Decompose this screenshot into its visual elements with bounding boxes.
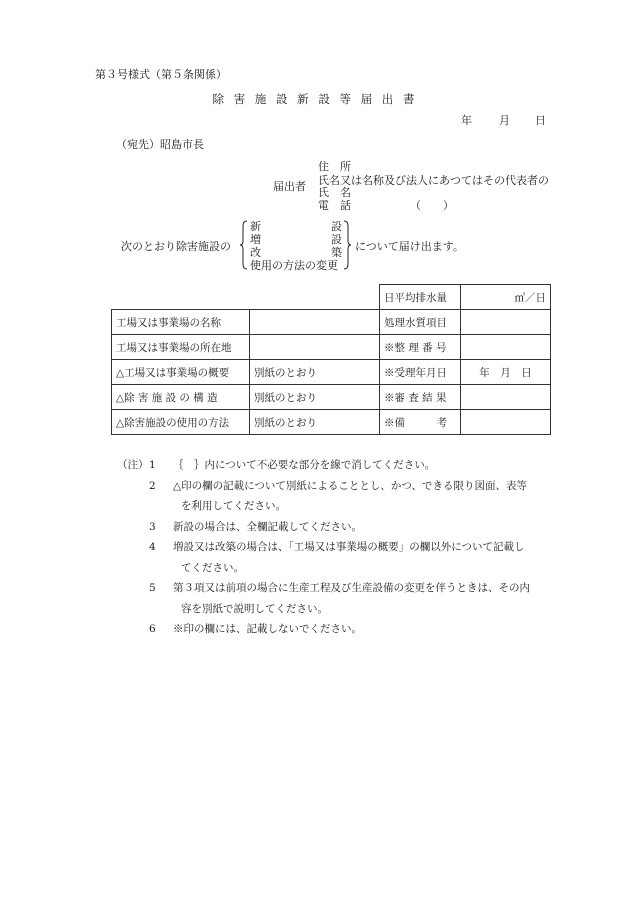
notes-section <box>117 455 603 640</box>
phone-label: 電 話 <box>318 199 351 212</box>
note-text-continued: 容を別紙で説明してください。 <box>181 602 328 615</box>
row-label: ※備 考 <box>380 410 461 435</box>
row-value[interactable] <box>461 410 551 435</box>
option-right-char: 設 <box>331 233 342 246</box>
row-value[interactable]: 別紙のとおり <box>250 410 380 435</box>
note-item <box>117 619 603 640</box>
row-value[interactable]: 年 月 日 <box>461 360 551 385</box>
note-item <box>117 537 603 578</box>
note-number: 5 <box>149 582 156 594</box>
daily-discharge-label: 日平均排水量 <box>380 285 461 310</box>
table-row <box>112 335 551 360</box>
form-number: 第３号様式（第５条関係） <box>95 68 227 81</box>
table-header-row <box>112 285 551 310</box>
row-value[interactable]: 別紙のとおり <box>250 385 380 410</box>
date-year-label: 年 <box>461 114 472 127</box>
facility-info-table <box>111 284 551 435</box>
purpose-suffix: について届け出ます。 <box>355 240 464 253</box>
note-text-continued: を利用してください。 <box>181 500 286 512</box>
left-brace-icon <box>240 220 248 270</box>
option-left-char: 新 <box>250 220 261 233</box>
name-note: 氏名又は名称及び法人にあつてはその代表者の <box>318 174 549 187</box>
notes-heading: （注） <box>117 459 149 471</box>
note-number: 1 <box>149 459 156 471</box>
row-label: △除害施設の使用の方法 <box>112 410 250 435</box>
addressee: （宛先）昭島市長 <box>116 138 204 151</box>
purpose-option-usage-change: 使用の方法の変更 <box>250 259 338 272</box>
blank-cell <box>112 285 250 310</box>
row-value[interactable] <box>461 385 551 410</box>
purpose-prefix: 次のとおり除害施設の <box>121 240 231 253</box>
note-item <box>117 517 603 538</box>
table-row <box>112 310 551 335</box>
row-label: ※審 査 結 果 <box>380 385 461 410</box>
row-label: ※整 理 番 号 <box>380 335 461 360</box>
row-value[interactable]: 別紙のとおり <box>250 360 380 385</box>
note-text: ｛ ｝内について不必要な部分を線で消してください。 <box>173 459 436 471</box>
right-brace-icon <box>343 220 351 270</box>
note-item <box>117 455 603 476</box>
row-label: △除 害 施 設 の 構 造 <box>112 385 250 410</box>
note-text: 増設又は改築の場合は、「工場又は事業場の概要」の欄以外について記載し <box>173 541 525 553</box>
note-text-continued: てください。 <box>181 561 244 574</box>
row-label: 工場又は事業場の名称 <box>112 310 250 335</box>
date-day-label: 日 <box>535 114 546 127</box>
row-value[interactable] <box>461 310 551 335</box>
note-text: ※印の欄には、記載しないでください。 <box>173 623 362 635</box>
note-number: 2 <box>149 479 156 492</box>
blank-cell <box>250 285 380 310</box>
note-number: 4 <box>149 541 156 553</box>
table-row <box>112 385 551 410</box>
note-item <box>117 578 603 619</box>
table-row <box>112 360 551 385</box>
daily-discharge-unit: ㎥／日 <box>461 285 551 310</box>
row-value[interactable] <box>250 335 380 360</box>
note-text: 新設の場合は、全欄記載してください。 <box>173 520 362 533</box>
applicant-label: 届出者 <box>273 180 306 193</box>
note-text: 第３項又は前項の場合に生産工程及び生産設備の変更を伴うときは、その内 <box>173 582 530 594</box>
name-label: 氏 名 <box>318 186 351 199</box>
row-label: ※受理年月日 <box>380 360 461 385</box>
note-number: 3 <box>149 520 156 533</box>
date-month-label: 月 <box>499 114 510 127</box>
row-label: △工場又は事業場の概要 <box>112 360 250 385</box>
option-right-char: 築 <box>331 246 342 259</box>
document-title: 除 害 施 設 新 設 等 届 出 書 <box>212 92 418 106</box>
option-right-char: 設 <box>331 220 342 233</box>
note-text: △印の欄の記載について別紙によることとし、かつ、できる限り図面、表等 <box>173 479 527 492</box>
row-label: 工場又は事業場の所在地 <box>112 335 250 360</box>
row-value[interactable] <box>250 310 380 335</box>
row-value[interactable] <box>461 335 551 360</box>
option-left-char: 改 <box>250 246 261 259</box>
option-left-char: 増 <box>250 233 261 246</box>
row-label: 処理水質項目 <box>380 310 461 335</box>
note-item <box>117 476 603 517</box>
phone-paren: （ ） <box>410 199 454 212</box>
note-number: 6 <box>149 623 156 635</box>
address-label: 住 所 <box>318 160 351 173</box>
table-row <box>112 410 551 435</box>
